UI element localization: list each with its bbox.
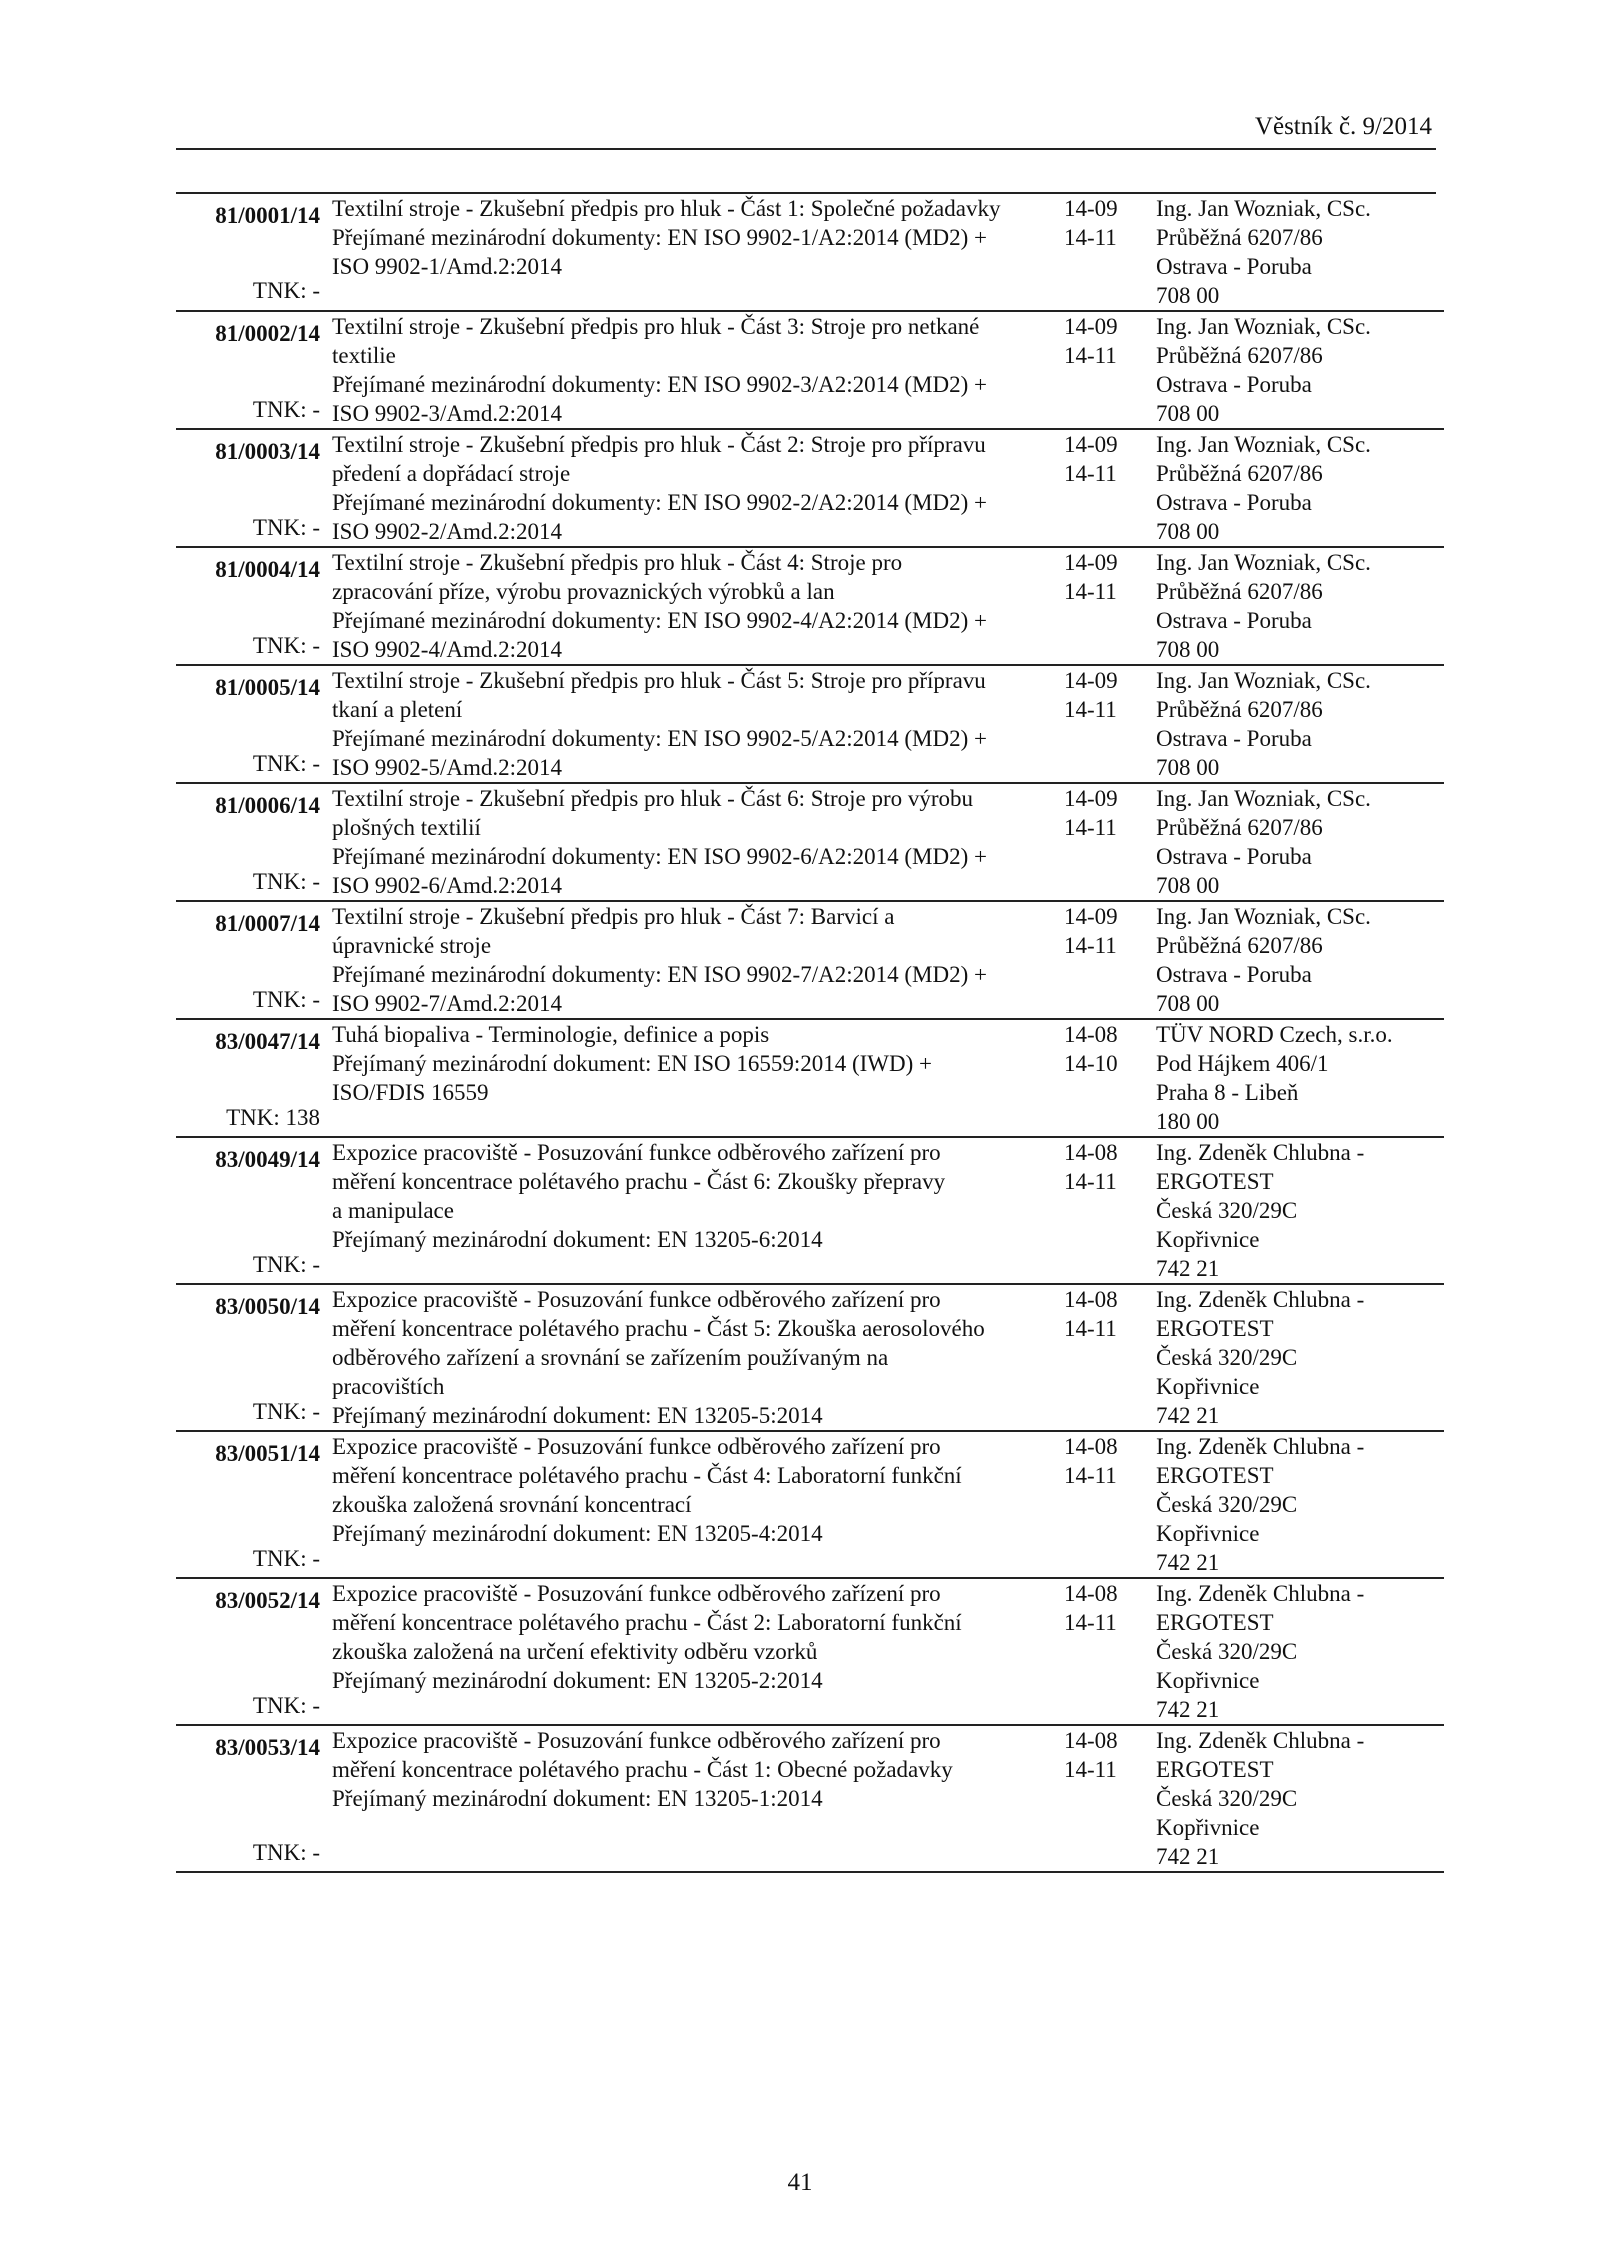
date-end: 14-11 xyxy=(1064,1169,1117,1194)
contact-line: 180 00 xyxy=(1156,1109,1220,1134)
entry-dates xyxy=(1064,1431,1156,1578)
contact-line: Průběžná 6207/86 xyxy=(1156,461,1323,486)
description-line: Textilní stroje - Zkušební předpis pro hluk - Část 7: Barvicí a xyxy=(332,904,895,929)
description-line: a manipulace xyxy=(332,1198,454,1223)
contact-line: Kopřivnice xyxy=(1156,1815,1260,1840)
contact-line: 708 00 xyxy=(1156,637,1220,662)
entry-contact xyxy=(1156,194,1444,311)
contact-line: ERGOTEST xyxy=(1156,1169,1274,1194)
entry-description xyxy=(324,1284,1064,1431)
entry-tnk: TNK: - xyxy=(252,987,320,1012)
date-start: 14-09 xyxy=(1064,904,1118,929)
entry-description xyxy=(324,901,1064,1019)
table-row xyxy=(176,1284,1444,1431)
contact-line: ERGOTEST xyxy=(1156,1757,1274,1782)
description-line: Textilní stroje - Zkušební předpis pro hluk - Část 6: Stroje pro výrobu xyxy=(332,786,974,811)
contact-line: 708 00 xyxy=(1156,519,1220,544)
contact-line: Kopřivnice xyxy=(1156,1521,1260,1546)
entry-description xyxy=(324,1578,1064,1725)
entry-tnk: TNK: - xyxy=(252,869,320,894)
entry-contact xyxy=(1156,1137,1444,1284)
description-line: Textilní stroje - Zkušební předpis pro hluk - Část 5: Stroje pro přípravu xyxy=(332,668,986,693)
standards-table xyxy=(176,194,1444,1873)
entry-id-wrap xyxy=(176,548,324,664)
contact-line: Česká 320/29C xyxy=(1156,1786,1298,1811)
entry-number: 81/0005/14 xyxy=(215,675,320,700)
entry-number: 83/0047/14 xyxy=(215,1029,320,1054)
contact-line: ERGOTEST xyxy=(1156,1610,1274,1635)
table-row xyxy=(176,1725,1444,1872)
entry-id-wrap xyxy=(176,1285,324,1430)
entry-dates xyxy=(1064,1578,1156,1725)
entry-dates xyxy=(1064,665,1156,783)
description-line: ISO 9902-2/Amd.2:2014 xyxy=(332,519,562,544)
entry-id-cell xyxy=(176,665,324,783)
entry-contact xyxy=(1156,1578,1444,1725)
entry-number: 83/0049/14 xyxy=(215,1147,320,1172)
description-line: zkouška založená srovnání koncentrací xyxy=(332,1492,692,1517)
contact-line: Ing. Zdeněk Chlubna - xyxy=(1156,1728,1365,1753)
contact-line: 742 21 xyxy=(1156,1697,1220,1722)
contact-line: Průběžná 6207/86 xyxy=(1156,697,1323,722)
description-line: měření koncentrace polétavého prachu - Část 6: Zkoušky přepravy xyxy=(332,1169,946,1194)
entry-dates xyxy=(1064,1019,1156,1137)
description-line: ISO 9902-7/Amd.2:2014 xyxy=(332,991,562,1016)
date-start: 14-08 xyxy=(1064,1434,1118,1459)
entry-number: 81/0007/14 xyxy=(215,911,320,936)
contact-line: Průběžná 6207/86 xyxy=(1156,579,1323,604)
contact-line: Ostrava - Poruba xyxy=(1156,726,1312,751)
entry-tnk: TNK: - xyxy=(252,1546,320,1571)
description-line: Expozice pracoviště - Posuzování funkce odběrového zařízení pro xyxy=(332,1287,941,1312)
description-line: pracovištích xyxy=(332,1374,445,1399)
description-line: Expozice pracoviště - Posuzování funkce odběrového zařízení pro xyxy=(332,1581,941,1606)
description-line: Přejímaný mezinárodní dokument: EN ISO 16559:2014 (IWD) + xyxy=(332,1051,932,1076)
table-row xyxy=(176,547,1444,665)
entry-contact xyxy=(1156,1019,1444,1137)
contact-line: Kopřivnice xyxy=(1156,1227,1260,1252)
entry-number: 81/0001/14 xyxy=(215,203,320,228)
entry-number: 83/0051/14 xyxy=(215,1441,320,1466)
entry-contact xyxy=(1156,1284,1444,1431)
contact-line: Ing. Jan Wozniak, CSc. xyxy=(1156,314,1371,339)
description-line: odběrového zařízení a srovnání se zařízením používaným na xyxy=(332,1345,889,1370)
description-line: měření koncentrace polétavého prachu - Část 4: Laboratorní funkční xyxy=(332,1463,962,1488)
contact-line: Ostrava - Poruba xyxy=(1156,490,1312,515)
entry-id-cell xyxy=(176,429,324,547)
entry-tnk: TNK: - xyxy=(252,1399,320,1424)
description-line: Přejímané mezinárodní dokumenty: EN ISO 9902-1/A2:2014 (MD2) + xyxy=(332,225,987,250)
entry-id-cell xyxy=(176,311,324,429)
entry-tnk: TNK: - xyxy=(252,751,320,776)
table-row xyxy=(176,1019,1444,1137)
date-end: 14-11 xyxy=(1064,697,1117,722)
contact-line: Ing. Jan Wozniak, CSc. xyxy=(1156,786,1371,811)
description-line: Přejímané mezinárodní dokumenty: EN ISO 9902-7/A2:2014 (MD2) + xyxy=(332,962,987,987)
contact-line: 708 00 xyxy=(1156,991,1220,1016)
description-line: Textilní stroje - Zkušební předpis pro hluk - Část 4: Stroje pro xyxy=(332,550,903,575)
date-end: 14-11 xyxy=(1064,225,1117,250)
contact-line: 742 21 xyxy=(1156,1256,1220,1281)
entry-id-cell xyxy=(176,1137,324,1284)
date-end: 14-11 xyxy=(1064,933,1117,958)
entry-dates xyxy=(1064,783,1156,901)
description-line: Přejímané mezinárodní dokumenty: EN ISO 9902-5/A2:2014 (MD2) + xyxy=(332,726,987,751)
contact-line: Průběžná 6207/86 xyxy=(1156,343,1323,368)
contact-line: Průběžná 6207/86 xyxy=(1156,815,1323,840)
contact-line: Česká 320/29C xyxy=(1156,1345,1298,1370)
contact-line: Ing. Zdeněk Chlubna - xyxy=(1156,1287,1365,1312)
description-line: Expozice pracoviště - Posuzování funkce odběrového zařízení pro xyxy=(332,1728,941,1753)
entry-contact xyxy=(1156,665,1444,783)
table-row xyxy=(176,311,1444,429)
description-line: Přejímané mezinárodní dokumenty: EN ISO 9902-2/A2:2014 (MD2) + xyxy=(332,490,987,515)
description-line: plošných textilií xyxy=(332,815,481,840)
description-line: Textilní stroje - Zkušební předpis pro hluk - Část 3: Stroje pro netkané xyxy=(332,314,980,339)
description-line: měření koncentrace polétavého prachu - Část 2: Laboratorní funkční xyxy=(332,1610,962,1635)
contact-line: Ostrava - Poruba xyxy=(1156,254,1312,279)
entry-id-wrap xyxy=(176,312,324,428)
contact-line: 708 00 xyxy=(1156,283,1220,308)
entry-id-cell xyxy=(176,194,324,311)
table-row xyxy=(176,429,1444,547)
description-line: Textilní stroje - Zkušební předpis pro hluk - Část 1: Společné požadavky xyxy=(332,196,1001,221)
entry-id-wrap xyxy=(176,1020,324,1136)
entry-dates xyxy=(1064,1725,1156,1872)
entry-id-cell xyxy=(176,547,324,665)
entry-description xyxy=(324,194,1064,311)
entry-tnk: TNK: - xyxy=(252,278,320,303)
date-end: 14-11 xyxy=(1064,1463,1117,1488)
entry-dates xyxy=(1064,311,1156,429)
entry-number: 81/0004/14 xyxy=(215,557,320,582)
contact-line: Kopřivnice xyxy=(1156,1374,1260,1399)
entry-number: 81/0006/14 xyxy=(215,793,320,818)
contact-line: Ing. Jan Wozniak, CSc. xyxy=(1156,196,1371,221)
entry-dates xyxy=(1064,1284,1156,1431)
entry-id-wrap xyxy=(176,1138,324,1283)
entry-contact xyxy=(1156,901,1444,1019)
date-end: 14-11 xyxy=(1064,461,1117,486)
contact-line: Ostrava - Poruba xyxy=(1156,962,1312,987)
contact-line: Průběžná 6207/86 xyxy=(1156,933,1323,958)
entry-contact xyxy=(1156,429,1444,547)
description-line: Expozice pracoviště - Posuzování funkce odběrového zařízení pro xyxy=(332,1140,941,1165)
description-line: Přejímaný mezinárodní dokument: EN 13205-5:2014 xyxy=(332,1403,823,1428)
contact-line: Praha 8 - Libeň xyxy=(1156,1080,1299,1105)
contact-line: Průběžná 6207/86 xyxy=(1156,225,1323,250)
contact-line: Ing. Zdeněk Chlubna - xyxy=(1156,1434,1365,1459)
entry-dates xyxy=(1064,194,1156,311)
date-start: 14-09 xyxy=(1064,786,1118,811)
date-start: 14-08 xyxy=(1064,1022,1118,1047)
entry-description xyxy=(324,783,1064,901)
description-line: ISO 9902-6/Amd.2:2014 xyxy=(332,873,562,898)
description-line: Přejímaný mezinárodní dokument: EN 13205-2:2014 xyxy=(332,1668,823,1693)
description-line: Textilní stroje - Zkušební předpis pro hluk - Část 2: Stroje pro přípravu xyxy=(332,432,986,457)
date-end: 14-10 xyxy=(1064,1051,1118,1076)
entry-id-cell xyxy=(176,1019,324,1137)
entry-description xyxy=(324,1725,1064,1872)
date-start: 14-08 xyxy=(1064,1140,1118,1165)
contact-line: 708 00 xyxy=(1156,755,1220,780)
entry-id-wrap xyxy=(176,1432,324,1577)
contact-line: Česká 320/29C xyxy=(1156,1639,1298,1664)
date-end: 14-11 xyxy=(1064,1757,1117,1782)
contact-line: 708 00 xyxy=(1156,401,1220,426)
entry-id-wrap xyxy=(176,1579,324,1724)
entry-number: 83/0052/14 xyxy=(215,1588,320,1613)
description-line: zkouška založená na určení efektivity odběru vzorků xyxy=(332,1639,818,1664)
contact-line: ERGOTEST xyxy=(1156,1316,1274,1341)
date-start: 14-09 xyxy=(1064,432,1118,457)
contact-line: 742 21 xyxy=(1156,1844,1220,1869)
entry-contact xyxy=(1156,1725,1444,1872)
journal-issue: Věstník č. 9/2014 xyxy=(1254,113,1432,140)
entry-id-wrap xyxy=(176,784,324,900)
entry-dates xyxy=(1064,429,1156,547)
entry-contact xyxy=(1156,1431,1444,1578)
date-end: 14-11 xyxy=(1064,815,1117,840)
description-line: Přejímané mezinárodní dokumenty: EN ISO 9902-3/A2:2014 (MD2) + xyxy=(332,372,987,397)
entry-description xyxy=(324,429,1064,547)
contact-line: 742 21 xyxy=(1156,1403,1220,1428)
table-row xyxy=(176,901,1444,1019)
entry-tnk: TNK: - xyxy=(252,1252,320,1277)
date-end: 14-11 xyxy=(1064,343,1117,368)
description-line: tkaní a pletení xyxy=(332,697,463,722)
description-line: textilie xyxy=(332,343,396,368)
entry-tnk: TNK: 138 xyxy=(226,1105,320,1130)
description-line: Přejímané mezinárodní dokumenty: EN ISO 9902-6/A2:2014 (MD2) + xyxy=(332,844,987,869)
contact-line: 708 00 xyxy=(1156,873,1220,898)
date-start: 14-09 xyxy=(1064,314,1118,339)
entry-number: 83/0053/14 xyxy=(215,1735,320,1760)
entry-dates xyxy=(1064,547,1156,665)
entry-contact xyxy=(1156,311,1444,429)
entry-description xyxy=(324,1137,1064,1284)
contact-line: Kopřivnice xyxy=(1156,1668,1260,1693)
entry-tnk: TNK: - xyxy=(252,633,320,658)
date-start: 14-08 xyxy=(1064,1581,1118,1606)
date-start: 14-09 xyxy=(1064,550,1118,575)
contact-line: Česká 320/29C xyxy=(1156,1198,1298,1223)
entry-id-cell xyxy=(176,1578,324,1725)
table-row xyxy=(176,783,1444,901)
entry-id-cell xyxy=(176,1284,324,1431)
contact-line: Ostrava - Poruba xyxy=(1156,844,1312,869)
description-line: ISO 9902-5/Amd.2:2014 xyxy=(332,755,562,780)
description-line: Přejímaný mezinárodní dokument: EN 13205-6:2014 xyxy=(332,1227,823,1252)
description-line: ISO 9902-3/Amd.2:2014 xyxy=(332,401,562,426)
date-end: 14-11 xyxy=(1064,579,1117,604)
description-line: Přejímaný mezinárodní dokument: EN 13205-1:2014 xyxy=(332,1786,823,1811)
table-row xyxy=(176,1431,1444,1578)
table-row xyxy=(176,1137,1444,1284)
contact-line: TÜV NORD Czech, s.r.o. xyxy=(1156,1022,1393,1047)
contact-line: Ing. Zdeněk Chlubna - xyxy=(1156,1140,1365,1165)
entry-id-wrap xyxy=(176,430,324,546)
entry-id-cell xyxy=(176,783,324,901)
description-line: měření koncentrace polétavého prachu - Část 5: Zkouška aerosolového xyxy=(332,1316,985,1341)
entry-contact xyxy=(1156,783,1444,901)
date-start: 14-09 xyxy=(1064,196,1118,221)
contact-line: 742 21 xyxy=(1156,1550,1220,1575)
entry-contact xyxy=(1156,547,1444,665)
description-line: ISO 9902-1/Amd.2:2014 xyxy=(332,254,562,279)
entry-id-wrap xyxy=(176,1726,324,1871)
entry-number: 83/0050/14 xyxy=(215,1294,320,1319)
contact-line: Pod Hájkem 406/1 xyxy=(1156,1051,1329,1076)
entry-tnk: TNK: - xyxy=(252,515,320,540)
description-line: Expozice pracoviště - Posuzování funkce odběrového zařízení pro xyxy=(332,1434,941,1459)
entry-tnk: TNK: - xyxy=(252,1693,320,1718)
contact-line: Ing. Zdeněk Chlubna - xyxy=(1156,1581,1365,1606)
entry-id-cell xyxy=(176,1725,324,1872)
standards-table-body xyxy=(176,194,1444,1872)
table-row xyxy=(176,1578,1444,1725)
entry-description xyxy=(324,1431,1064,1578)
table-row xyxy=(176,194,1444,311)
entry-id-cell xyxy=(176,1431,324,1578)
contact-line: Ing. Jan Wozniak, CSc. xyxy=(1156,550,1371,575)
contact-line: ERGOTEST xyxy=(1156,1463,1274,1488)
entry-tnk: TNK: - xyxy=(252,397,320,422)
contact-line: Ing. Jan Wozniak, CSc. xyxy=(1156,904,1371,929)
entry-dates xyxy=(1064,901,1156,1019)
entry-dates xyxy=(1064,1137,1156,1284)
table-row xyxy=(176,665,1444,783)
entry-id-wrap xyxy=(176,666,324,782)
description-line: Přejímané mezinárodní dokumenty: EN ISO 9902-4/A2:2014 (MD2) + xyxy=(332,608,987,633)
entry-number: 81/0003/14 xyxy=(215,439,320,464)
page-header xyxy=(176,112,1436,150)
description-line: Tuhá biopaliva - Terminologie, definice a popis xyxy=(332,1022,770,1047)
entry-description xyxy=(324,547,1064,665)
description-line: zpracování příze, výrobu provaznických výrobků a lan xyxy=(332,579,835,604)
description-line: Přejímaný mezinárodní dokument: EN 13205-4:2014 xyxy=(332,1521,823,1546)
entry-tnk: TNK: - xyxy=(252,1840,320,1865)
entry-description xyxy=(324,311,1064,429)
date-start: 14-09 xyxy=(1064,668,1118,693)
description-line: měření koncentrace polétavého prachu - Část 1: Obecné požadavky xyxy=(332,1757,953,1782)
contact-line: Ostrava - Poruba xyxy=(1156,372,1312,397)
date-start: 14-08 xyxy=(1064,1728,1118,1753)
entry-description xyxy=(324,665,1064,783)
entry-id-wrap xyxy=(176,194,324,309)
entry-number: 81/0002/14 xyxy=(215,321,320,346)
contact-line: Ostrava - Poruba xyxy=(1156,608,1312,633)
description-line: úpravnické stroje xyxy=(332,933,492,958)
entry-description xyxy=(324,1019,1064,1137)
contact-line: Ing. Jan Wozniak, CSc. xyxy=(1156,668,1371,693)
page-number: 41 xyxy=(787,2169,813,2196)
date-end: 14-11 xyxy=(1064,1316,1117,1341)
description-line: předení a dopřádací stroje xyxy=(332,461,571,486)
description-line: ISO 9902-4/Amd.2:2014 xyxy=(332,637,562,662)
date-end: 14-11 xyxy=(1064,1610,1117,1635)
entry-id-wrap xyxy=(176,902,324,1018)
date-start: 14-08 xyxy=(1064,1287,1118,1312)
contact-line: Ing. Jan Wozniak, CSc. xyxy=(1156,432,1371,457)
description-line: ISO/FDIS 16559 xyxy=(332,1080,489,1105)
entry-id-cell xyxy=(176,901,324,1019)
contact-line: Česká 320/29C xyxy=(1156,1492,1298,1517)
